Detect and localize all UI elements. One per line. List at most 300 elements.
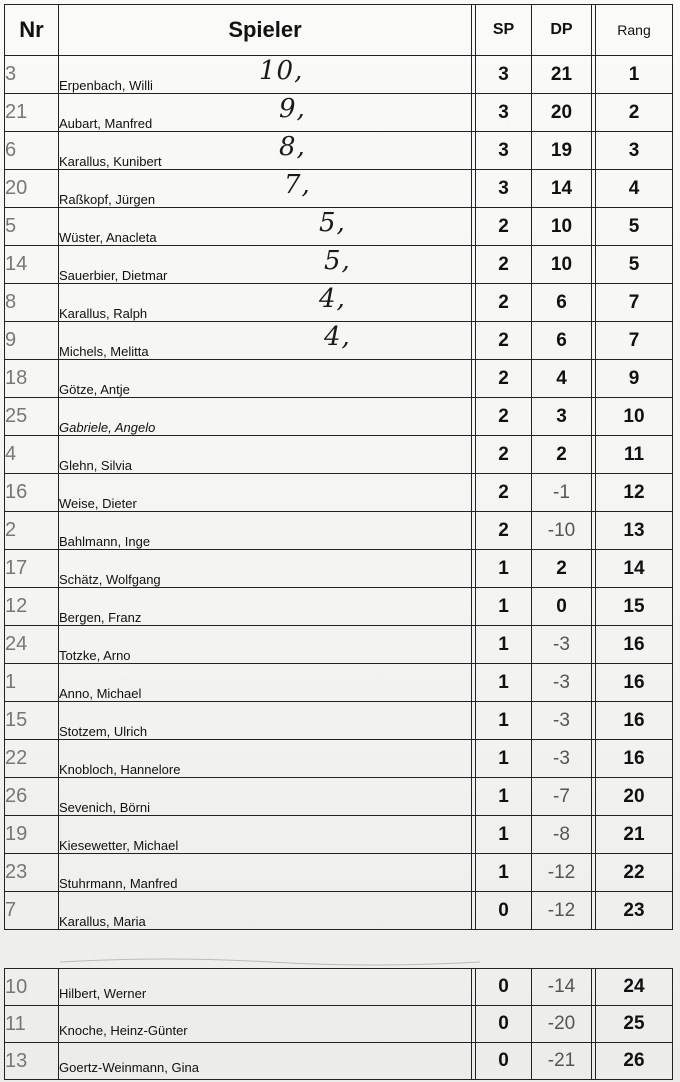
player-number-text: 9 (5, 329, 17, 351)
table-row (5, 474, 673, 512)
player-name (59, 969, 472, 1006)
player-dp (532, 1006, 592, 1043)
table-row (5, 816, 673, 854)
table-row (5, 1043, 673, 1080)
player-name-text: Weise, Dieter (59, 496, 137, 511)
player-number-text: 13 (5, 1049, 28, 1072)
header-nr: Nr (5, 5, 59, 56)
player-dp (532, 626, 592, 664)
player-number (5, 436, 59, 474)
player-dp-text: -12 (547, 899, 576, 921)
player-sp-text: 1 (498, 785, 509, 807)
table-row (5, 512, 673, 550)
player-sp-text: 2 (498, 291, 509, 313)
player-sp-text: 1 (498, 747, 509, 769)
player-number (5, 360, 59, 398)
player-dp-text: 20 (550, 101, 573, 123)
player-sp (476, 132, 532, 170)
table-row (5, 284, 673, 322)
player-number-text: 16 (5, 481, 28, 503)
player-sp-text: 3 (498, 139, 509, 161)
player-rank (596, 56, 673, 94)
player-name (59, 512, 472, 550)
player-number (5, 474, 59, 512)
player-name (59, 94, 472, 132)
player-name-text: Stotzem, Ulrich (59, 724, 148, 739)
table-row (5, 132, 673, 170)
player-rank (596, 626, 673, 664)
player-rank-text: 16 (623, 747, 645, 769)
player-name (59, 284, 472, 322)
table-row (5, 246, 673, 284)
player-sp (476, 1043, 532, 1080)
table-row (5, 1006, 673, 1043)
player-sp-text: 1 (498, 633, 509, 655)
header-row (5, 5, 673, 56)
player-dp-text: -20 (547, 1013, 576, 1034)
player-number (5, 208, 59, 246)
player-rank (596, 170, 673, 208)
player-sp-text: 1 (498, 557, 509, 579)
player-name (59, 322, 472, 360)
player-rank (596, 1006, 673, 1043)
player-number-text: 26 (5, 785, 28, 807)
player-name (59, 664, 472, 702)
player-sp (476, 436, 532, 474)
player-number (5, 322, 59, 360)
player-rank-text: 26 (623, 1050, 645, 1071)
player-name (59, 436, 472, 474)
player-rank-text: 25 (623, 1013, 645, 1034)
player-sp-text: 1 (498, 595, 509, 617)
table-row (5, 702, 673, 740)
player-number-text: 2 (5, 519, 17, 541)
player-number-text: 5 (5, 215, 17, 237)
player-dp-text: 3 (556, 405, 567, 427)
player-dp (532, 664, 592, 702)
player-sp (476, 892, 532, 930)
handwritten-note: 9, (279, 94, 306, 124)
player-dp (532, 550, 592, 588)
player-name-text: Erpenbach, Willi (59, 78, 153, 93)
player-sp (476, 664, 532, 702)
player-rank-text: 10 (623, 405, 645, 427)
table-row (5, 854, 673, 892)
player-sp (476, 208, 532, 246)
player-sp (476, 360, 532, 398)
player-name (59, 588, 472, 626)
player-name (59, 778, 472, 816)
player-dp-text: -3 (553, 709, 570, 731)
player-number (5, 740, 59, 778)
table-row (5, 322, 673, 360)
player-rank (596, 360, 673, 398)
player-number-text: 11 (5, 1012, 26, 1035)
table-row (5, 778, 673, 816)
player-rank-text: 16 (623, 709, 645, 731)
player-number (5, 246, 59, 284)
player-dp (532, 132, 592, 170)
player-rank (596, 322, 673, 360)
handwritten-note: 5, (319, 208, 346, 238)
player-sp (476, 56, 532, 94)
player-number-text: 22 (5, 747, 28, 769)
player-rank-text: 16 (623, 671, 645, 693)
player-sp (476, 778, 532, 816)
player-sp-text: 0 (498, 976, 509, 997)
player-sp-text: 3 (498, 101, 509, 123)
player-name-text: Schätz, Wolfgang (59, 572, 161, 587)
player-number (5, 816, 59, 854)
player-name-text: Karallus, Kunibert (59, 154, 162, 169)
player-sp-text: 2 (498, 443, 509, 465)
player-number-text: 10 (5, 975, 28, 998)
player-name-text: Wüster, Anacleta (59, 230, 157, 245)
player-rank-text: 3 (628, 139, 640, 161)
player-dp (532, 702, 592, 740)
player-name-text: Stuhrmann, Manfred (59, 876, 178, 891)
player-sp (476, 322, 532, 360)
ranking-table-continued (4, 968, 673, 1080)
player-sp-text: 2 (498, 367, 509, 389)
player-number (5, 588, 59, 626)
player-number (5, 550, 59, 588)
player-name-text: Götze, Antje (59, 382, 130, 397)
player-rank-text: 13 (623, 519, 645, 541)
player-dp (532, 816, 592, 854)
player-dp (532, 1043, 592, 1080)
player-number-text: 6 (5, 139, 17, 161)
player-number-text: 15 (5, 709, 28, 731)
player-name (59, 170, 472, 208)
player-name (59, 208, 472, 246)
handwritten-note: 4, (319, 284, 346, 314)
player-rank (596, 892, 673, 930)
player-sp (476, 1006, 532, 1043)
player-rank-text: 2 (628, 101, 640, 123)
player-name-text: Aubart, Manfred (59, 116, 153, 131)
player-dp (532, 284, 592, 322)
player-sp-text: 1 (498, 709, 509, 731)
player-number (5, 854, 59, 892)
player-number-text: 19 (5, 823, 28, 845)
player-rank-text: 14 (623, 557, 645, 579)
player-dp (532, 892, 592, 930)
player-dp-text: -1 (553, 481, 570, 503)
player-sp-text: 1 (498, 861, 509, 883)
player-name-text: Michels, Melitta (59, 344, 149, 359)
player-dp (532, 436, 592, 474)
separator-wave (60, 956, 480, 968)
player-number (5, 664, 59, 702)
player-name (59, 626, 472, 664)
player-rank (596, 664, 673, 702)
player-dp (532, 56, 592, 94)
player-dp (532, 854, 592, 892)
player-number-text: 20 (5, 177, 28, 199)
player-rank (596, 550, 673, 588)
player-name (59, 702, 472, 740)
player-name (59, 398, 472, 436)
player-rank-text: 11 (623, 443, 645, 465)
table-row (5, 170, 673, 208)
player-rank (596, 436, 673, 474)
player-dp-text: 4 (556, 367, 567, 389)
table-row (5, 56, 673, 94)
player-rank (596, 246, 673, 284)
player-name-text: Anno, Michael (59, 686, 142, 701)
ranking-body (5, 56, 673, 930)
player-dp-text: -14 (547, 976, 576, 997)
player-name (59, 1043, 472, 1080)
player-name (59, 246, 472, 284)
player-dp-text: -3 (553, 633, 570, 655)
player-name (59, 892, 472, 930)
player-name (59, 1006, 472, 1043)
ranking-table (4, 4, 673, 930)
player-dp (532, 360, 592, 398)
player-dp (532, 246, 592, 284)
player-name-text: Bergen, Franz (59, 610, 142, 625)
player-rank (596, 94, 673, 132)
player-name (59, 474, 472, 512)
player-dp (532, 322, 592, 360)
player-dp-text: -12 (547, 861, 576, 883)
player-rank-text: 7 (628, 329, 640, 351)
player-rank (596, 778, 673, 816)
player-number-text: 12 (5, 595, 28, 617)
player-name-text: Sauerbier, Dietmar (59, 268, 168, 283)
player-dp (532, 398, 592, 436)
player-dp-text: 10 (550, 215, 573, 237)
player-rank-text: 22 (623, 861, 645, 883)
table-row (5, 626, 673, 664)
player-name (59, 854, 472, 892)
handwritten-note: 5, (324, 246, 351, 276)
table-row (5, 740, 673, 778)
player-number (5, 512, 59, 550)
table-row (5, 892, 673, 930)
table-row (5, 398, 673, 436)
player-dp-text: 6 (556, 291, 567, 313)
table-row (5, 969, 673, 1006)
player-dp (532, 170, 592, 208)
table-row (5, 94, 673, 132)
player-dp (532, 740, 592, 778)
player-number (5, 1006, 59, 1043)
player-sp (476, 588, 532, 626)
player-dp (532, 512, 592, 550)
player-name-text: Gabriele, Angelo (59, 420, 156, 435)
player-dp-text: -7 (553, 785, 570, 807)
table-row (5, 360, 673, 398)
player-rank (596, 740, 673, 778)
player-sp-text: 2 (498, 481, 509, 503)
player-number (5, 56, 59, 94)
player-sp (476, 398, 532, 436)
player-sp (476, 474, 532, 512)
player-dp-text: -3 (553, 747, 570, 769)
player-name-text: Goertz-Weinmann, Gina (59, 1060, 199, 1075)
player-number-text: 21 (5, 101, 28, 123)
player-sp (476, 94, 532, 132)
player-number (5, 702, 59, 740)
player-number (5, 132, 59, 170)
player-sp (476, 626, 532, 664)
player-name (59, 360, 472, 398)
player-sp (476, 702, 532, 740)
handwritten-note: 10, (259, 56, 304, 86)
player-number (5, 398, 59, 436)
player-name (59, 132, 472, 170)
player-rank-text: 12 (623, 481, 645, 503)
player-sp-text: 2 (498, 329, 509, 351)
player-sp (476, 550, 532, 588)
player-rank (596, 702, 673, 740)
header-sp: SP (476, 5, 532, 56)
player-name (59, 740, 472, 778)
player-dp (532, 588, 592, 626)
player-rank-text: 21 (623, 823, 645, 845)
player-dp-text: -8 (553, 823, 570, 845)
player-dp-text: 10 (550, 253, 573, 275)
player-sp (476, 854, 532, 892)
player-dp (532, 474, 592, 512)
player-rank (596, 588, 673, 626)
player-sp-text: 1 (498, 671, 509, 693)
player-dp (532, 778, 592, 816)
handwritten-note: 8, (279, 132, 306, 162)
player-dp (532, 969, 592, 1006)
player-number (5, 626, 59, 664)
handwritten-note: 7, (284, 170, 311, 200)
player-sp-text: 3 (498, 63, 509, 85)
player-rank (596, 474, 673, 512)
player-name-text: Karallus, Maria (59, 914, 146, 929)
player-number-text: 8 (5, 291, 17, 313)
player-dp-text: 2 (556, 557, 567, 579)
player-rank (596, 816, 673, 854)
player-name-text: Bahlmann, Inge (59, 534, 151, 549)
player-name-text: Totzke, Arno (59, 648, 131, 663)
player-dp-text: 14 (550, 177, 573, 199)
player-sp-text: 2 (498, 215, 509, 237)
player-dp-text: -3 (553, 671, 570, 693)
player-sp (476, 816, 532, 854)
player-dp-text: -21 (547, 1050, 576, 1071)
header-spieler: Spieler (59, 5, 472, 56)
player-name-text: Hilbert, Werner (59, 986, 147, 1001)
player-name (59, 816, 472, 854)
player-sp (476, 512, 532, 550)
player-sp-text: 2 (498, 405, 509, 427)
table-row (5, 550, 673, 588)
ranking-body-continued (5, 969, 673, 1080)
player-rank (596, 512, 673, 550)
player-number-text: 1 (5, 671, 17, 693)
player-sp-text: 2 (498, 519, 509, 541)
player-dp-text: -10 (547, 519, 576, 541)
player-number (5, 892, 59, 930)
player-number (5, 170, 59, 208)
player-sp-text: 3 (498, 177, 509, 199)
player-number-text: 23 (5, 861, 28, 883)
player-sp-text: 1 (498, 823, 509, 845)
header-dp: DP (532, 5, 592, 56)
player-name (59, 550, 472, 588)
player-number-text: 14 (5, 253, 28, 275)
player-sp (476, 284, 532, 322)
player-dp (532, 208, 592, 246)
player-rank (596, 1043, 673, 1080)
player-rank (596, 398, 673, 436)
player-rank-text: 23 (623, 899, 645, 921)
player-sp (476, 246, 532, 284)
player-rank-text: 5 (628, 253, 640, 275)
player-sp-text: 0 (498, 1050, 509, 1071)
player-rank-text: 7 (628, 291, 640, 313)
player-rank-text: 24 (623, 976, 645, 997)
player-rank (596, 132, 673, 170)
player-dp-text: 19 (550, 139, 573, 161)
player-number (5, 778, 59, 816)
player-dp-text: 6 (556, 329, 567, 351)
player-number-text: 3 (5, 63, 17, 85)
player-name-text: Raßkopf, Jürgen (59, 192, 156, 207)
player-dp-text: 0 (556, 595, 567, 617)
player-dp-text: 21 (550, 63, 573, 85)
player-rank (596, 854, 673, 892)
table-row (5, 664, 673, 702)
player-rank (596, 969, 673, 1006)
header-rang: Rang (596, 5, 673, 56)
table-row (5, 208, 673, 246)
player-sp (476, 969, 532, 1006)
player-rank-text: 1 (628, 63, 640, 85)
player-number-text: 7 (5, 899, 17, 921)
player-sp-text: 2 (498, 253, 509, 275)
player-name-text: Karallus, Ralph (59, 306, 148, 321)
player-number (5, 1043, 59, 1080)
player-name (59, 56, 472, 94)
player-rank-text: 20 (623, 785, 645, 807)
player-rank (596, 208, 673, 246)
player-name-text: Knobloch, Hannelore (59, 762, 181, 777)
handwritten-note: 4, (324, 322, 351, 352)
player-dp-text: 2 (556, 443, 567, 465)
player-sp-text: 0 (498, 1013, 509, 1034)
player-rank (596, 284, 673, 322)
player-name-text: Knoche, Heinz-Günter (59, 1023, 188, 1038)
player-number-text: 25 (5, 405, 28, 427)
player-number (5, 94, 59, 132)
player-name-text: Sevenich, Börni (59, 800, 151, 815)
player-sp-text: 0 (498, 899, 509, 921)
player-rank-text: 4 (628, 177, 640, 199)
table-row (5, 588, 673, 626)
player-number-text: 24 (5, 633, 28, 655)
player-number (5, 284, 59, 322)
player-rank-text: 5 (628, 215, 640, 237)
player-name-text: Glehn, Silvia (59, 458, 132, 473)
player-dp (532, 94, 592, 132)
player-number-text: 17 (5, 557, 28, 579)
player-rank-text: 16 (623, 633, 645, 655)
player-number (5, 969, 59, 1006)
player-sp (476, 740, 532, 778)
player-sp (476, 170, 532, 208)
player-name-text: Kiesewetter, Michael (59, 838, 179, 853)
